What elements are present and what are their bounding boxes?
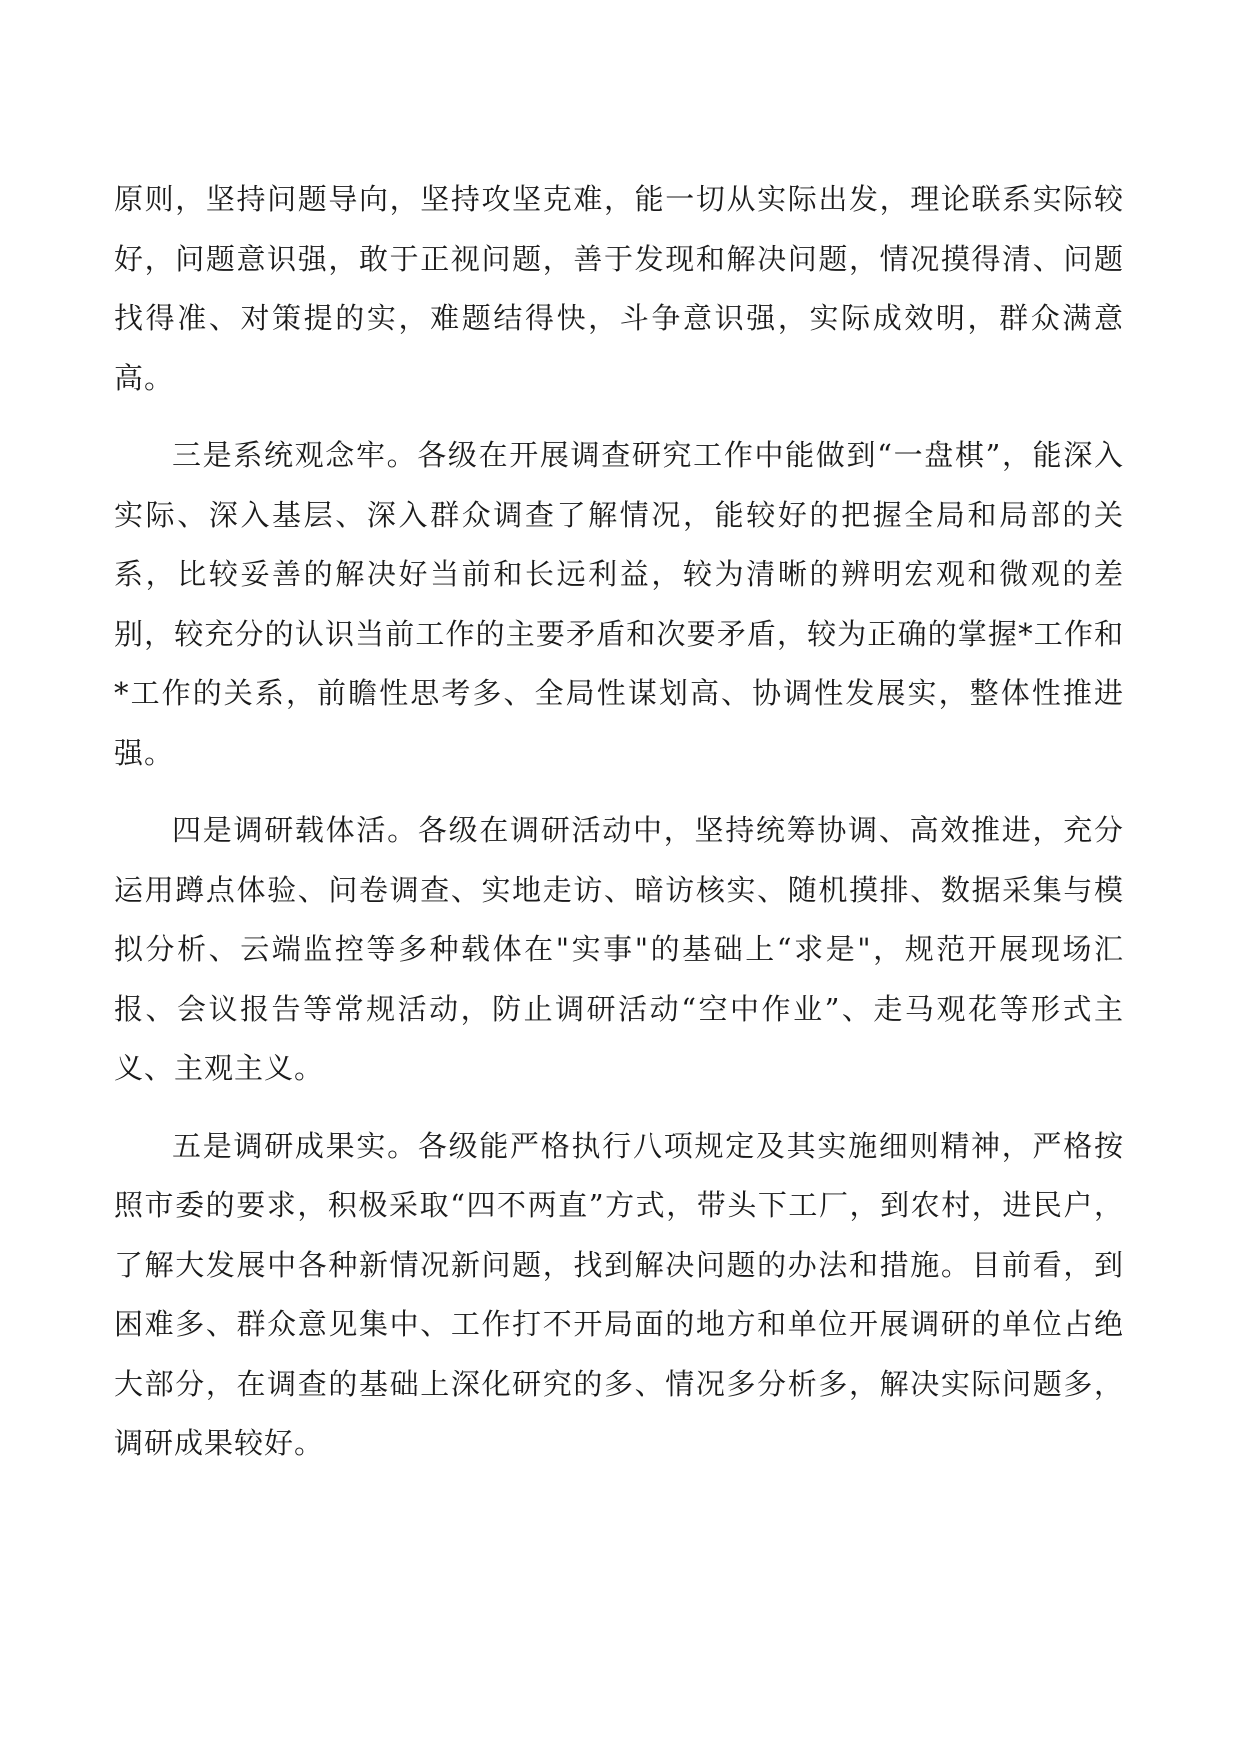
document-body [114,170,1124,1492]
paragraph-continuation: 原则，坚持问题导向，坚持攻坚克难，能一切从实际出发，理论联系实际较好，问题意识强，敢于正视问题，善于发现和解决问题，情况摸得清、问题找得准、对策提的实，难题结得快，斗争意识强，实际成效明，群众满意高。 [114,182,1124,395]
paragraph-research-results: 五是调研成果实。各级能严格执行八项规定及其实施细则精神，严格按照市委的要求，积极采取“四不两直”方式，带头下工厂，到农村，进民户，了解大发展中各种新情况新问题，找到解决问题的办法和措施。目前看，到困难多、群众意见集中、工作打不开局面的地方和单位开展调研的单位占绝大部分，在调查的基础上深化研究的多、情况多分析多，解决实际问题多，调研成果较好。 [114,1128,1124,1460]
paragraph-system-concept: 三是系统观念牢。各级在开展调查研究工作中能做到“一盘棋”，能深入实际、深入基层、深入群众调查了解情况，能较好的把握全局和局部的关系，比较妥善的解决好当前和长远利益，较为清晰的辨明宏观和微观的差别，较充分的认识当前工作的主要矛盾和次要矛盾，较为正确的掌握*工作和*工作的关系，前瞻性思考多、全局性谋划高、协调性发展实，整体性推进强。 [114,438,1124,770]
paragraph-research-carrier: 四是调研载体活。各级在调研活动中，坚持统筹协调、高效推进，充分运用蹲点体验、问卷调查、实地走访、暗访核实、随机摸排、数据采集与模拟分析、云端监控等多种载体在"实事"的基础上“求是"，规范开展现场汇报、会议报告等常规活动，防止调研活动“空中作业”、走马观花等形式主义、主观主义。 [114,813,1124,1085]
